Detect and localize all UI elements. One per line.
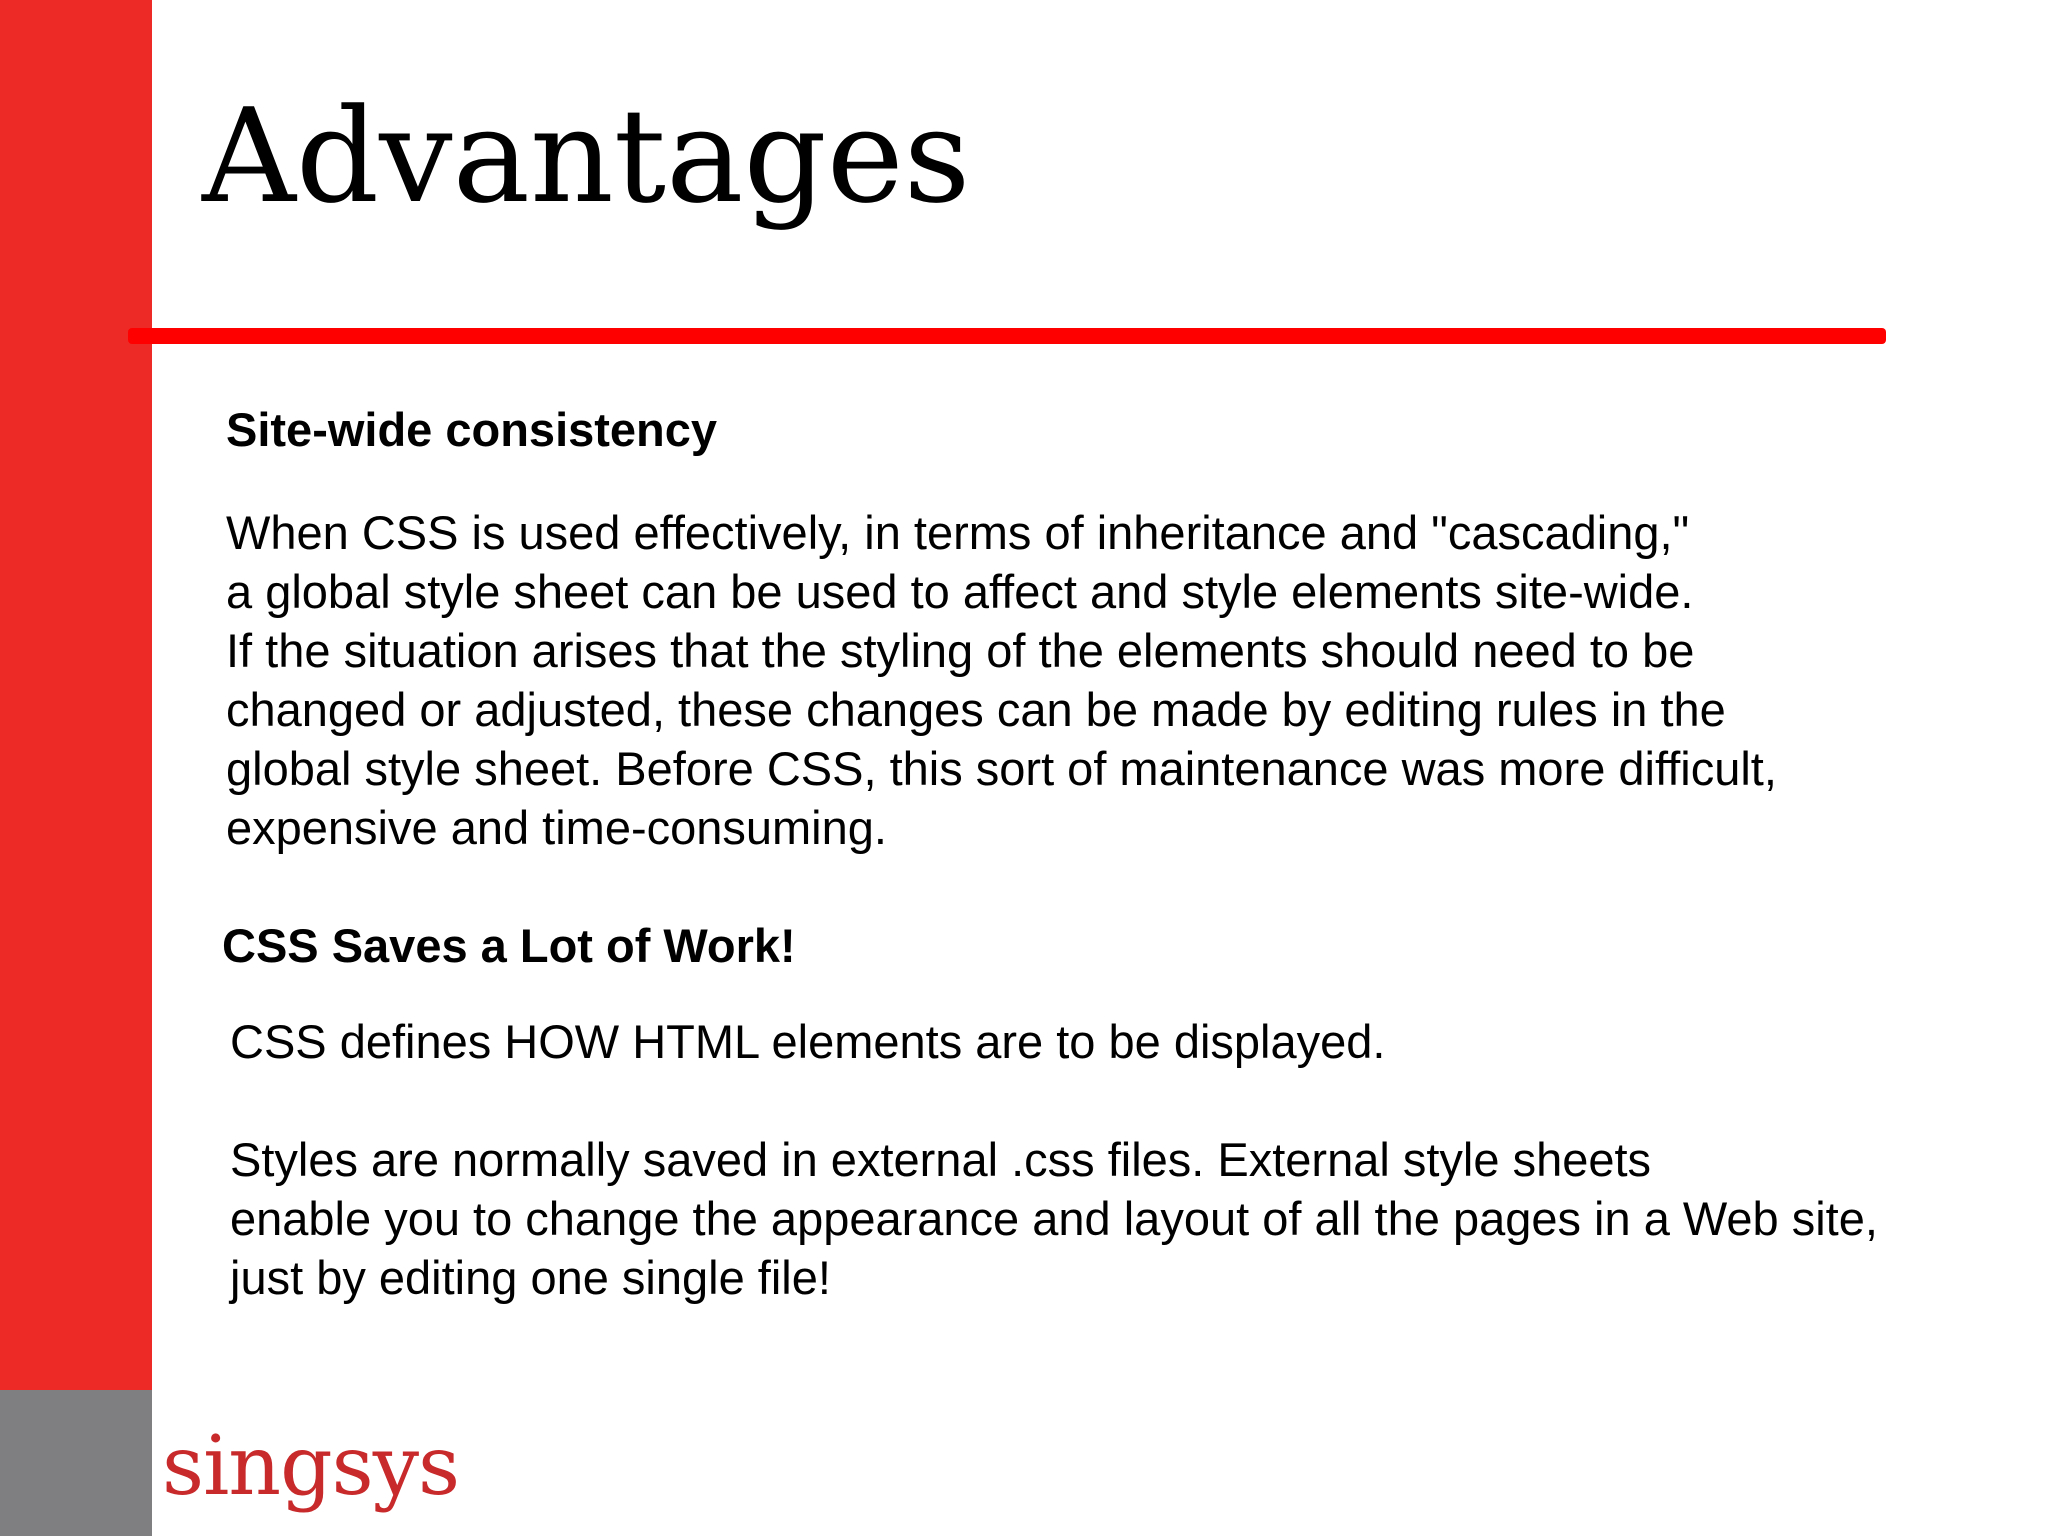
paragraph-line: When CSS is used effectively, in terms of inheritance and "cascading," [226,506,1690,559]
paragraph-line: CSS defines HOW HTML elements are to be displayed. [230,1015,1386,1068]
paragraph-line: If the situation arises that the styling of the elements should need to be [226,624,1695,677]
paragraph-line: Styles are normally saved in external .css files. External style sheets [230,1133,1652,1186]
section-heading-consistency: Site-wide consistency [226,403,718,456]
slide-title: Advantages [202,80,971,232]
section-paragraph-external-styles [230,1130,1878,1307]
sidebar-accent-red [0,0,152,1390]
sidebar-footer-grey [0,1390,152,1536]
paragraph-line: just by editing one single file! [230,1251,831,1304]
singsys-logo: singsys [162,1419,460,1514]
paragraph-line: enable you to change the appearance and layout of all the pages in a Web site, [230,1192,1878,1245]
title-divider [128,328,1886,344]
paragraph-line: changed or adjusted, these changes can be made by editing rules in the [226,683,1726,736]
paragraph-line: global style sheet. Before CSS, this sort of maintenance was more difficult, [226,742,1777,795]
paragraph-line: expensive and time-consuming. [226,801,887,854]
section-paragraph-consistency [226,503,1777,857]
section-heading-saves-work: CSS Saves a Lot of Work! [222,919,796,972]
section-paragraph-defines [230,1012,1385,1071]
paragraph-line: a global style sheet can be used to affect and style elements site-wide. [226,565,1694,618]
